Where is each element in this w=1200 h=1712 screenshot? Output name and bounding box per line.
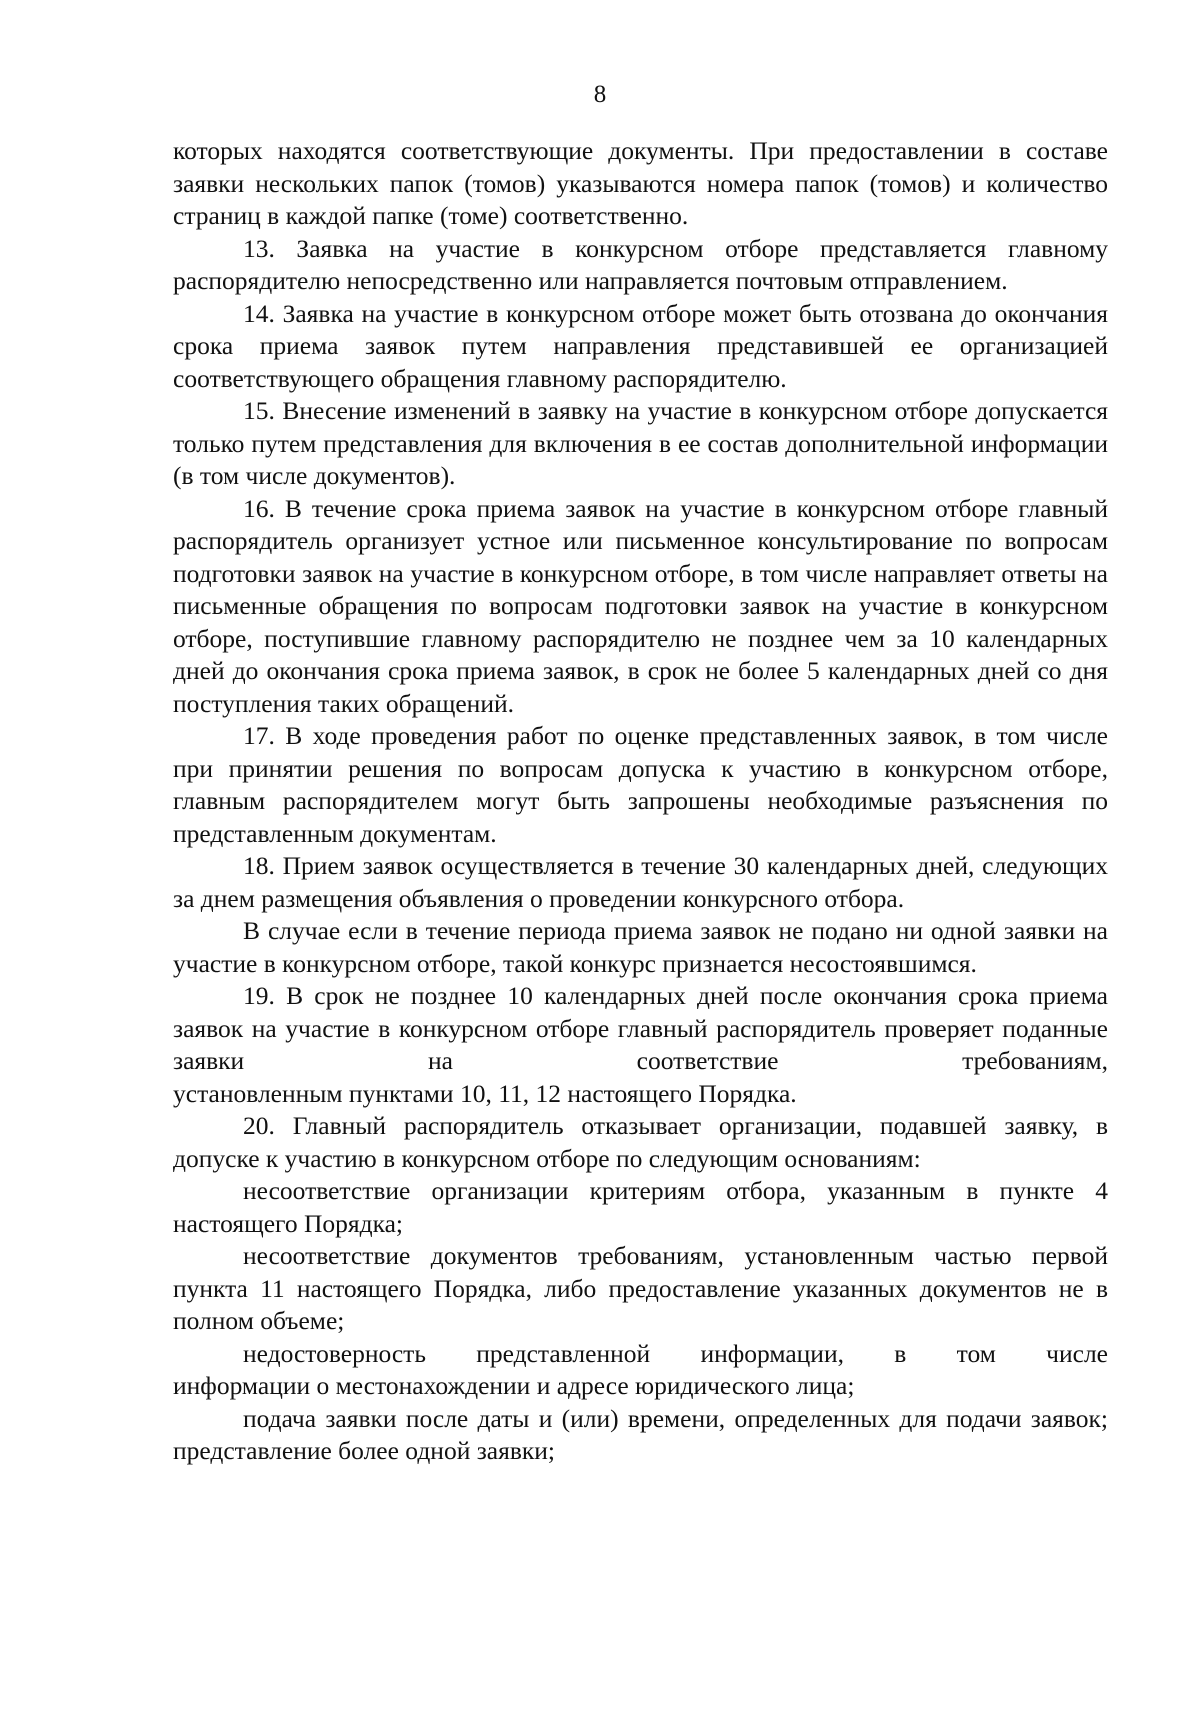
ground-criteria: несоответствие организации критериям отбора, указанным в пункте 4 настоящего Порядка; [173,1176,1108,1238]
paragraph-19-tail: установленным пунктами 10, 11, 12 настоящего Порядка. [173,1078,797,1108]
paragraph-17: 17. В ходе проведения работ по оценке представленных заявок, в том числе при принятии решения по вопросам допуска к участию в конкурсном отборе, главным распорядителем могут быть запрошены необходимые разъяснения по представленным документам. [173,721,1108,848]
ground-false-info-text: недостоверность представленной информации, в том числе [243,1338,1108,1368]
paragraph-18: 18. Прием заявок осуществляется в течение 30 календарных дней, следующих за днем размещения объявления о проведении конкурсного отбора. [173,851,1108,913]
page-number: 8 [593,81,607,108]
paragraph-15: 15. Внесение изменений в заявку на участие в конкурсном отборе допускается только путем представления для включения в ее состав дополнительной информации (в том числе документов). [173,396,1108,490]
paragraph-13: 13. Заявка на участие в конкурсном отборе представляется главному распорядителю непосредственно или направляется почтовым отправлением. [173,233,1108,295]
document-body [173,135,1108,1468]
ground-false-info-tail: информации о местонахождении и адресе юридического лица; [173,1371,855,1400]
ground-false-info [173,1338,1108,1403]
paragraph-19 [173,980,1108,1110]
ground-documents: несоответствие документов требованиям, установленным частью первой пункта 11 настоящего Порядка, либо предоставление указанных документов не в полном объеме; [173,1241,1108,1335]
paragraph-18-note: В случае если в течение периода приема заявок не подано ни одной заявки на участие в конкурсном отборе, такой конкурс признается несостоявшимся. [173,916,1108,978]
paragraph-20: 20. Главный распорядитель отказывает организации, подавшей заявку, в допуске к участию в конкурсном отборе по следующим основаниям: [173,1111,1108,1173]
paragraph-14: 14. Заявка на участие в конкурсном отборе может быть отозвана до окончания срока приема заявок путем направления представившей ее организацией соответствующего обращения главному распорядителю. [173,298,1108,393]
paragraph-19-text: 19. В срок не позднее 10 календарных дней после окончания срока приема заявок на участие в конкурсном отборе главный распорядитель проверяет поданные заявки на соответствие требованиям, [173,981,1108,1075]
paragraph-continuation: которых находятся соответствующие документы. При предоставлении в составе заявки нескольких папок (томов) указываются номера папок (томов) и количество страниц в каждой папке (томе) соответственно. [173,136,1108,230]
ground-late-submission: подача заявки после даты и (или) времени, определенных для подачи заявок; представление более одной заявки; [173,1403,1108,1465]
paragraph-16: 16. В течение срока приема заявок на участие в конкурсном отборе главный распорядитель организует устное или письменное консультирование по вопросам подготовки заявок на участие в конкурсном отборе, в том числе направляет ответы на письменные обращения по вопросам подготовки заявок на участие в конкурсном отборе, поступившие главному распорядителю не позднее чем за 10 календарных дней до окончания срока приема заявок, в срок не более 5 календарных дней со дня поступления таких обращений. [173,493,1108,718]
